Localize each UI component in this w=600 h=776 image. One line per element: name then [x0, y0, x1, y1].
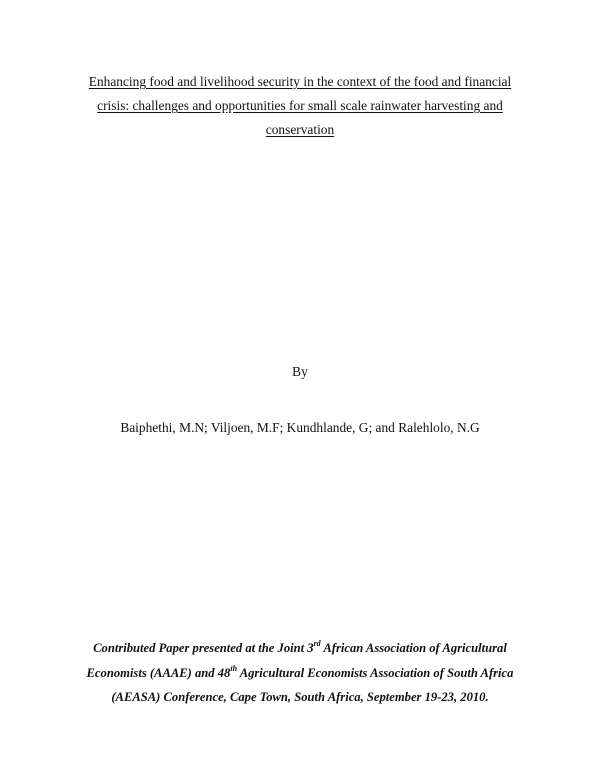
- conference-line-2-text: Economists (AAAE) and 48: [86, 665, 231, 680]
- ordinal-superscript: rd: [313, 639, 321, 648]
- authors-list: Baiphethi, M.N; Viljoen, M.F; Kundhlande, G; and Ralehlolo, N.G: [120, 420, 480, 435]
- paper-title: [60, 70, 540, 142]
- conference-line-2-text-end: Agricultural Economists Association of South Africa: [237, 665, 514, 680]
- title-line-2: crisis: challenges and opportunities for small scale rainwater harvesting and: [97, 98, 503, 113]
- ordinal-superscript: th: [230, 663, 238, 673]
- conference-note: [70, 636, 530, 710]
- conference-line-1-text-end: African Association of Agricultural: [320, 641, 507, 655]
- conference-line-2: [70, 661, 530, 686]
- conference-line-1: [70, 636, 530, 661]
- by-label: By: [292, 364, 308, 379]
- title-line-3: conservation: [265, 122, 335, 137]
- conference-line-1-text: Contributed Paper presented at the Joint 3: [93, 641, 314, 655]
- title-line-1: Enhancing food and livelihood security in the context of the food and financial: [88, 74, 512, 89]
- conference-line-3: (AEASA) Conference, Cape Town, South Africa, September 19-23, 2010.: [111, 690, 489, 704]
